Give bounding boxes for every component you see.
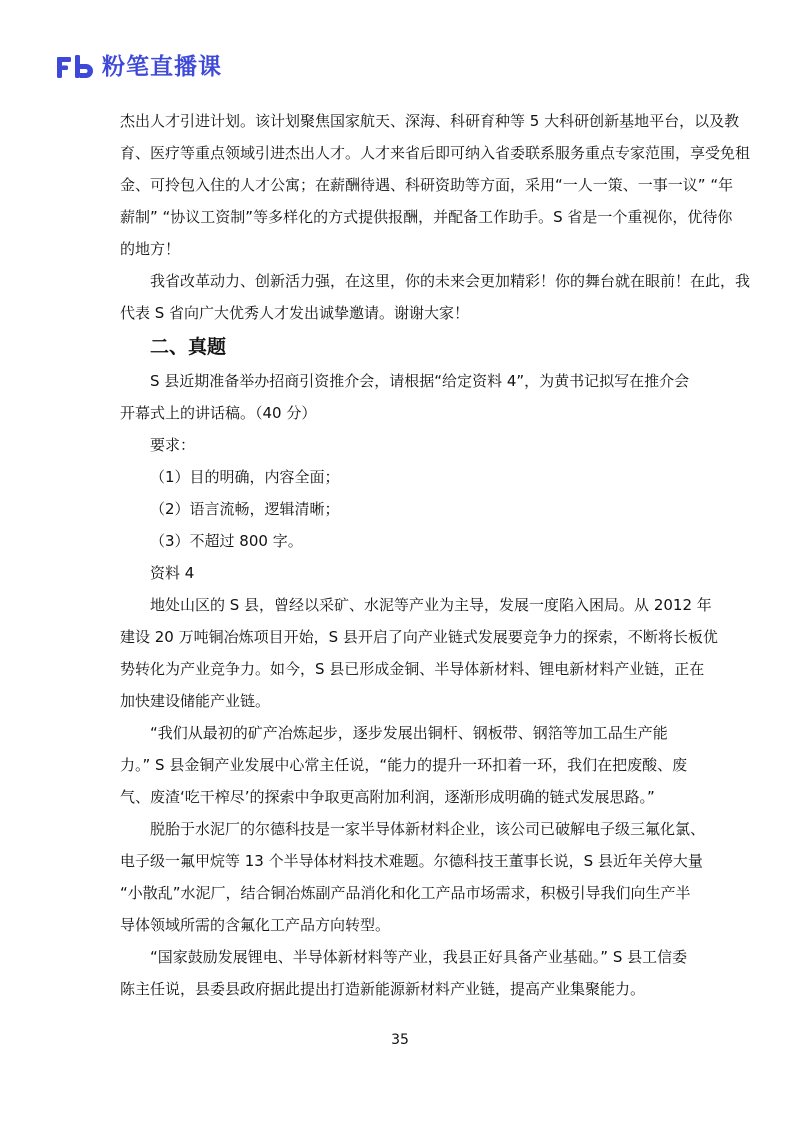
text-line: 薪制” “协议工资制”等多样化的方式提供报酬，并配备工作助手。S 省是一个重视你，优待你 xyxy=(120,208,733,226)
text-line: “国家鼓励发展锂电、半导体新材料等产业，我县正好具备产业基础。” S 县工信委 xyxy=(150,948,688,966)
text-line: 开幕式上的讲话稿。（40 分） xyxy=(120,404,317,422)
requirement-item: （2）语言流畅，逻辑清晰； xyxy=(150,500,340,518)
text-line: 脱胎于水泥厂的尔德科技是一家半导体新材料企业，该公司已破解电子级三氟化氯、 xyxy=(150,820,706,838)
requirements-label: 要求： xyxy=(150,436,196,454)
text-line: 加快建设储能产业链。 xyxy=(120,692,271,710)
text-line: 地处山区的 S 县，曾经以采矿、水泥等产业为主导，发展一度陷入困局。从 2012 年 xyxy=(150,596,712,614)
text-line: “我们从最初的矿产冶炼起步，逐步发展出铜杆、钢板带、钢箔等加工品生产能 xyxy=(150,724,668,742)
text-line: “小散乱”水泥厂，结合铜冶炼副产品消化和化工产品市场需求，积极引导我们向生产半 xyxy=(120,884,691,902)
text-line: 力。” S 县金铜产业发展中心常主任说，“能力的提升一环扣着一环，我们在把废酸、废 xyxy=(120,756,688,774)
requirement-item: （3）不超过 800 字。 xyxy=(150,532,303,550)
text-line: 代表 S 省向广大优秀人才发出诚挚邀请。谢谢大家！ xyxy=(120,304,470,322)
requirement-item: （1）目的明确，内容全面； xyxy=(150,468,340,486)
text-line: 势转化为产业竞争力。如今，S 县已形成金铜、半导体新材料、锂电新材料产业链，正在 xyxy=(120,660,705,678)
page-number: 35 xyxy=(391,1032,409,1048)
text-line: 导体领域所需的含氟化工产品方向转型。 xyxy=(120,916,391,934)
text-line: S 县近期准备举办招商引资推介会，请根据“给定资料 4”，为黄书记拟写在推介会 xyxy=(150,372,690,390)
text-line: 我省改革动力、创新活力强，在这里，你的未来会更加精彩！你的舞台就在眼前！在此，我 xyxy=(150,272,751,290)
section-heading: 二、真题 xyxy=(150,336,227,358)
fb-logo-icon xyxy=(56,54,96,80)
document-body xyxy=(120,105,751,1005)
text-line: 育、医疗等重点领域引进杰出人才。人才来省后即可纳入省委联系服务重点专家范围，享受免租 xyxy=(120,144,751,162)
material-label: 资料 4 xyxy=(150,564,195,582)
logo-text: 粉笔直播课 xyxy=(102,54,222,80)
text-line: 建设 20 万吨铜冶炼项目开始，S 县开启了向产业链式发展要竞争力的探索，不断将长板优 xyxy=(120,628,718,646)
text-line: 电子级一氟甲烷等 13 个半导体材料技术难题。尔德科技王董事长说，S 县近年关停大量 xyxy=(120,852,703,870)
text-line: 金、可拎包入住的人才公寓；在薪酬待遇、科研资助等方面，采用“一人一策、一事一议” “年 xyxy=(120,176,734,194)
text-line: 陈主任说，县委县政府据此提出打造新能源新材料产业链，提高产业集聚能力。 xyxy=(120,980,646,998)
text-line: 气、废渣‘吃干榨尽’的探索中争取更高附加利润，逐渐形成明确的链式发展思路。” xyxy=(120,788,655,806)
header xyxy=(56,52,222,82)
text-line: 杰出人才引进计划。该计划聚焦国家航天、深海、科研育种等 5 大科研创新基地平台，以及教 xyxy=(120,112,740,130)
text-line: 的地方！ xyxy=(120,240,181,258)
